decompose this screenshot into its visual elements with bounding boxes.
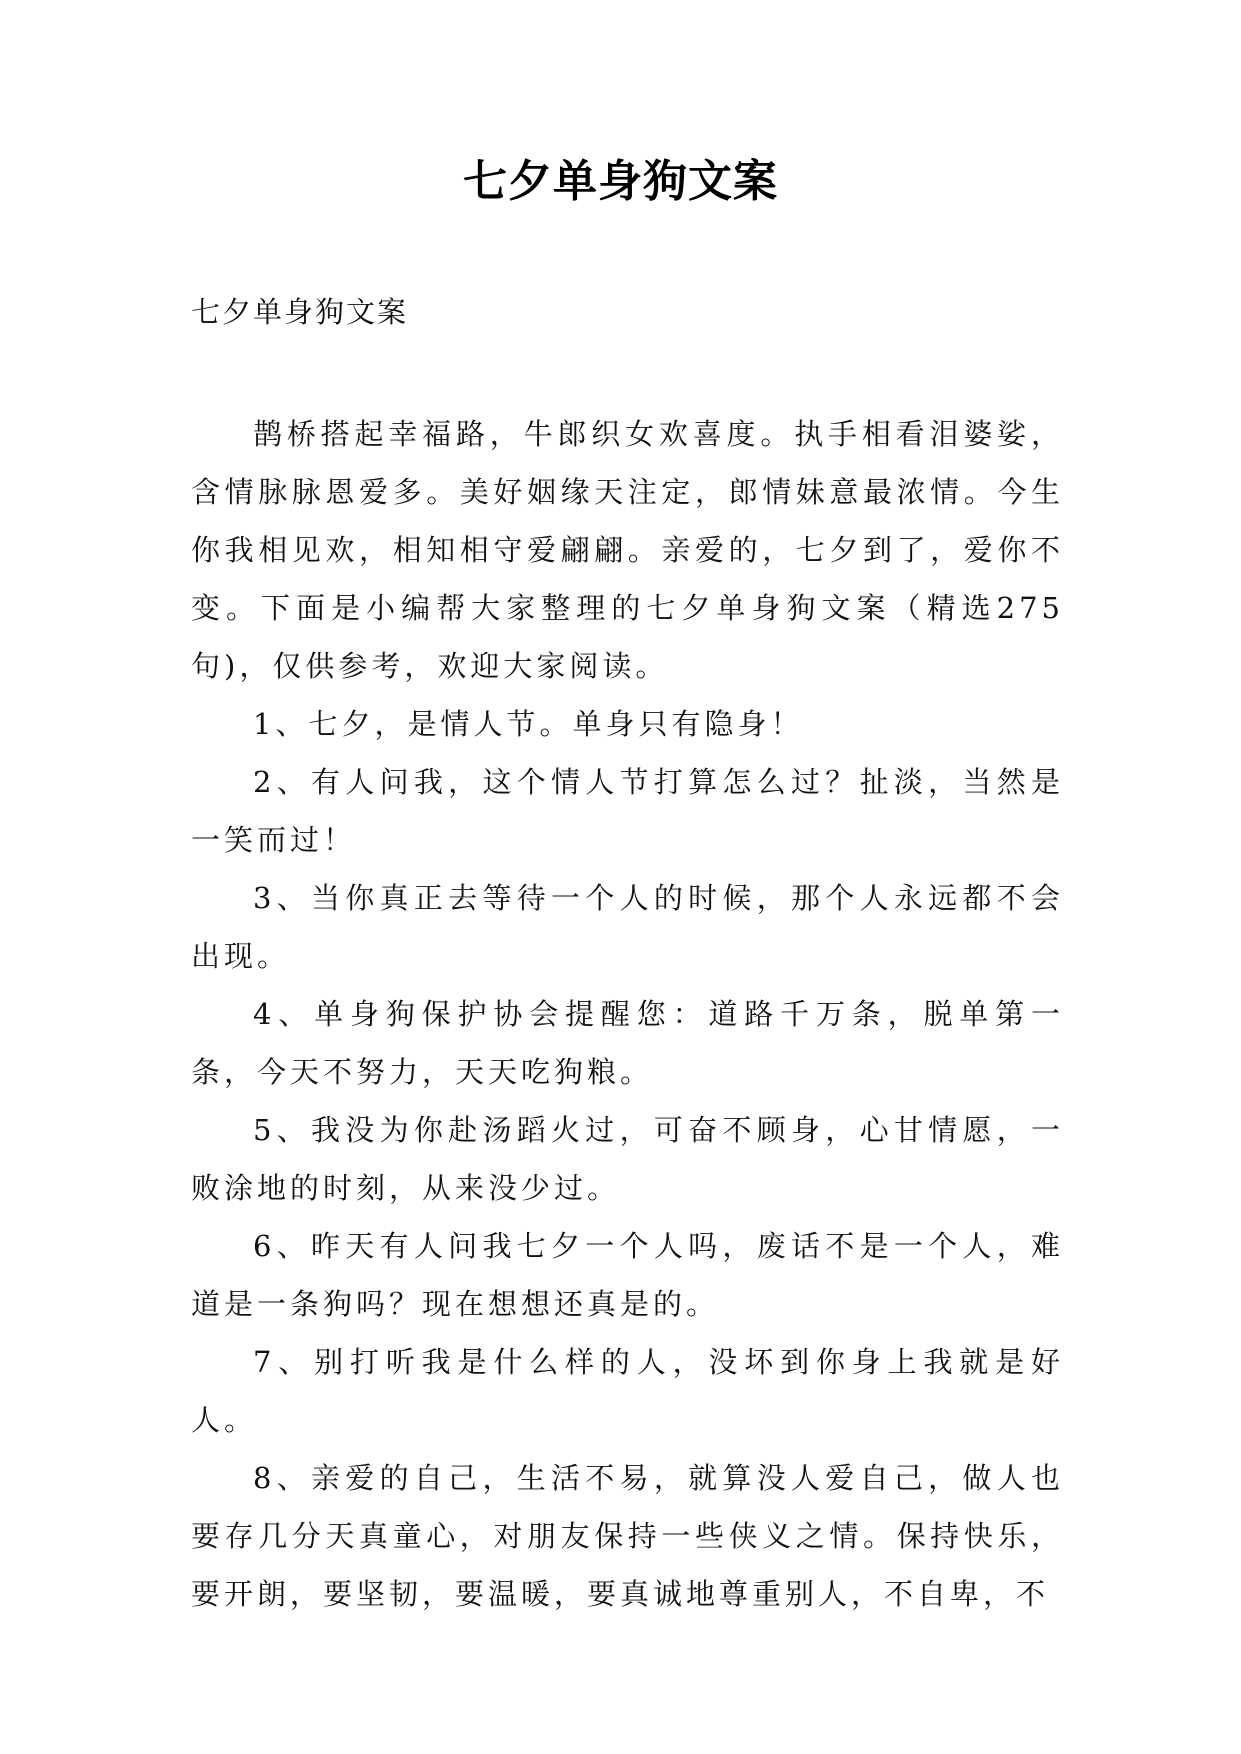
list-item: 1、七夕，是情人节。单身只有隐身！ bbox=[253, 707, 804, 741]
list-item: 5、我没为你赴汤蹈火过，可奋不顾身，心甘情愿，一败涂地的时刻，从来没少过。 bbox=[191, 1113, 1064, 1205]
list-item: 8、亲爱的自己，生活不易，就算没人爱自己，做人也要存几分天真童心，对朋友保持一些侠义之情。保持快乐，要开朗，要坚韧，要温暖，要真诚地尊重别人，不自卑，不 bbox=[191, 1461, 1064, 1611]
list-item: 7、别打听我是什么样的人，没坏到你身上我就是好人。 bbox=[191, 1345, 1064, 1437]
list-item: 2、有人问我，这个情人节打算怎么过？扯淡，当然是一笑而过！ bbox=[191, 765, 1064, 857]
page-title: 七夕单身狗文案 bbox=[463, 156, 778, 207]
list-item: 6、昨天有人问我七夕一个人吗，废话不是一个人，难道是一条狗吗？现在想想还真是的。 bbox=[191, 1229, 1064, 1321]
list-item: 4、单身狗保护协会提醒您：道路千万条，脱单第一条，今天不努力，天天吃狗粮。 bbox=[191, 997, 1064, 1089]
list-item: 3、当你真正去等待一个人的时候，那个人永远都不会出现。 bbox=[191, 881, 1064, 973]
intro-paragraph: 鹊桥搭起幸福路，牛郎织女欢喜度。执手相看泪婆娑，含情脉脉恩爱多。美好姻缘天注定，郎情妹意最浓情。今生你我相见欢，相知相守爱翩翩。亲爱的，七夕到了，爱你不变。下面是小编帮大家整理的七夕单身狗文案（精选275句)，仅供参考，欢迎大家阅读。 bbox=[191, 417, 1064, 683]
document-body bbox=[191, 405, 1064, 1623]
document-subtitle: 七夕单身狗文案 bbox=[191, 295, 409, 329]
